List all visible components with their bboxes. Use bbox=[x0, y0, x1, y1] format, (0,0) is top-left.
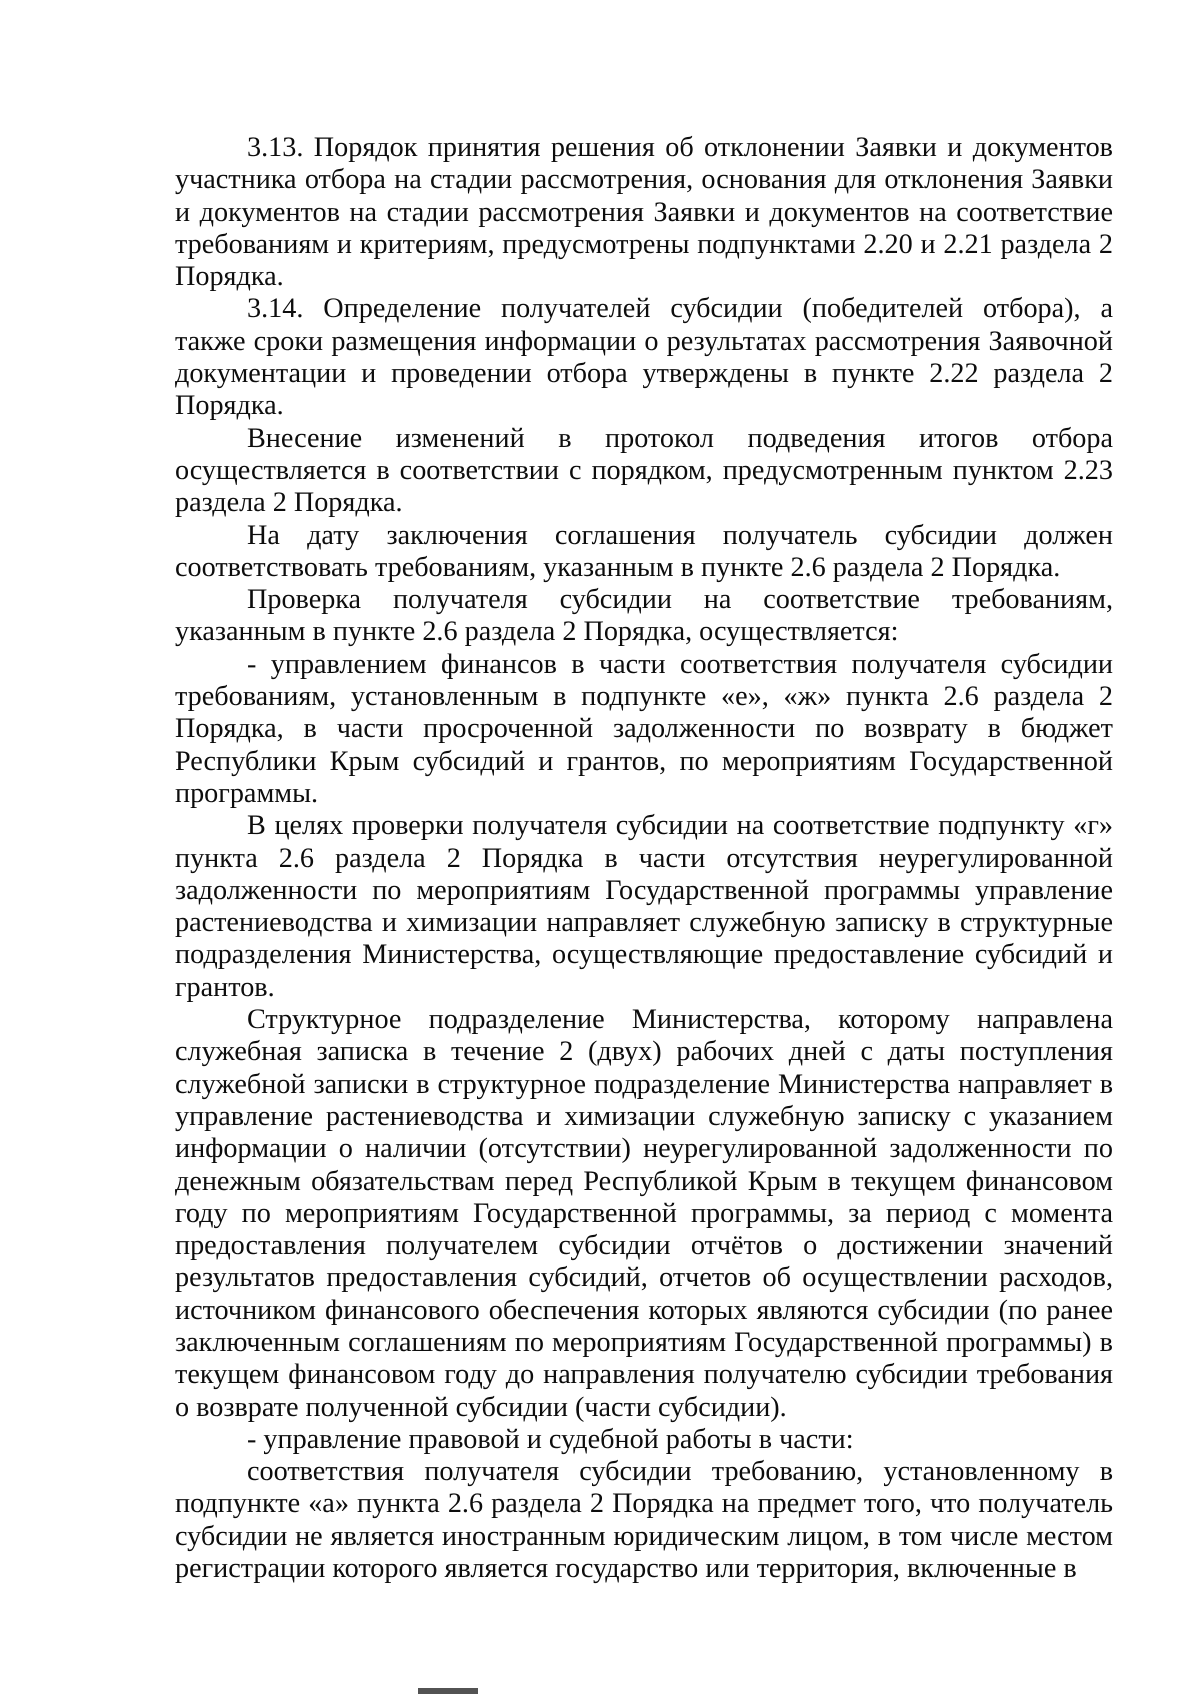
paragraph-structural-division: Структурное подразделение Министерства, которому направлена служебная записка в течение 2 (двух) рабочих дней с даты поступления служебной записки в структурное подразделение Министерства направляет в управление растениеводства и химизации служебную записку с указанием информации о наличии (отсутствии) неурегулированной задолженности по денежным обязательствам перед Республикой Крым в текущем финансовом году по мероприятиям Государственной программы, за период с момента предоставления получателем субсидии отчётов о достижении значений результатов предоставления субсидий, отчетов об осуществлении расходов, источником финансового обеспечения которых являются субсидии (по ранее заключенным соглашениям по мероприятиям Государственной программы) в текущем финансовом году до направления получателю субсидии требования о возврате полученной субсидии (части субсидии). bbox=[175, 1004, 1113, 1423]
paragraph-agreement-date: На дату заключения соглашения получатель субсидии должен соответствовать требованиям, указанным в пункте 2.6 раздела 2 Порядка. bbox=[175, 519, 1113, 583]
paragraph-debt-check: В целях проверки получателя субсидии на соответствие подпункту «г» пункта 2.6 раздела 2 Порядка в части отсутствия неурегулированной задолженности по мероприятиям Государственной программы управление растениеводства и химизации направляет служебную записку в структурные подразделения Министерства, осуществляющие предоставление субсидий и грантов. bbox=[175, 810, 1113, 1003]
paragraph-protocol-changes: Внесение изменений в протокол подведения итогов отбора осуществляется в соответствии с порядком, предусмотренным пунктом 2.23 раздела 2 Порядка. bbox=[175, 422, 1113, 519]
paragraph-recipient-check: Проверка получателя субсидии на соответствие требованиям, указанным в пункте 2.6 раздела 2 Порядка, осуществляется: bbox=[175, 584, 1113, 648]
paragraph-foreign-entity: соответствия получателя субсидии требованию, установленному в подпункте «а» пункта 2.6 раздела 2 Порядка на предмет того, что получатель субсидии не является иностранным юридическим лицом, в том числе местом регистрации которого является государство или территория, включенные в bbox=[175, 1456, 1113, 1585]
paragraph-finance-department: - управлением финансов в части соответствия получателя субсидии требованиям, установленным в подпункте «е», «ж» пункта 2.6 раздела 2 Порядка, в части просроченной задолженности по возврату в бюджет Республики Крым субсидий и грантов, по мероприятиям Государственной программы. bbox=[175, 648, 1113, 809]
page-edge-mark bbox=[418, 1688, 478, 1694]
document-body bbox=[175, 132, 1113, 1585]
paragraph-3-13: 3.13. Порядок принятия решения об отклонении Заявки и документов участника отбора на стадии рассмотрения, основания для отклонения Заявки и документов на стадии рассмотрения Заявки и документов на соответствие требованиям и критериям, предусмотрены подпунктами 2.20 и 2.21 раздела 2 Порядка. bbox=[175, 132, 1113, 293]
paragraph-3-14: 3.14. Определение получателей субсидии (победителей отбора), а также сроки размещения информации о результатах рассмотрения Заявочной документации и проведении отбора утверждены в пункте 2.22 раздела 2 Порядка. bbox=[175, 293, 1113, 422]
paragraph-legal-department: - управление правовой и судебной работы в части: bbox=[247, 1423, 854, 1455]
